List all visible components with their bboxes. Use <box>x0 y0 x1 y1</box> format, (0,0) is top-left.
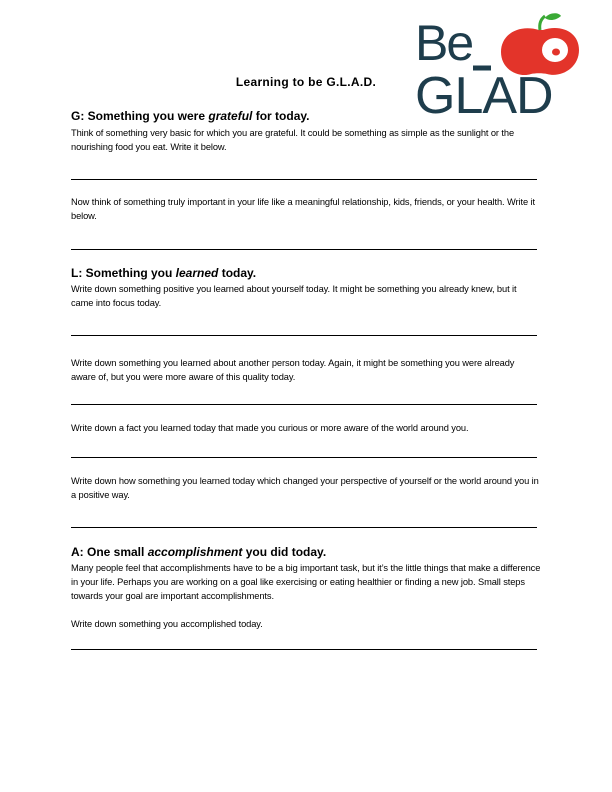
section-g-prompt-1: Think of something very basic for which you are grateful. It could be something as simple as the sunlight or the nourishing food you eat. Write it below. <box>71 128 515 152</box>
section-l-prompt-3: Write down a fact you learned today that made you curious or more aware of the world around you. <box>71 423 469 433</box>
answer-line[interactable] <box>71 249 537 250</box>
section-g-prompt-2: Now think of something truly important in your life like a meaningful relationship, kids, friends, or your health. Write it below. <box>71 197 535 221</box>
answer-line[interactable] <box>71 649 537 650</box>
heading-text: G: Something you were <box>71 109 209 123</box>
heading-text: for today. <box>252 109 310 123</box>
heading-emphasis: grateful <box>208 109 253 123</box>
answer-line[interactable] <box>71 179 537 180</box>
heading-text: today. <box>218 266 257 280</box>
heading-emphasis: learned <box>175 266 219 280</box>
answer-line[interactable] <box>71 404 537 405</box>
be-glad-logo <box>415 12 583 117</box>
section-a-prompt-1: Many people feel that accomplishments have to be a big important task, but it’s the little things that make a difference in your life. Perhaps you are working on a goal like exercising or eating healthier or finding a new job. Small steps towards your goal are important accomplishments. <box>71 563 541 601</box>
section-l-prompt-2: Write down something you learned about another person today. Again, it might be something you were already aware of, but you were more aware of this quality today. <box>71 358 515 382</box>
logo-glad-text: GLAD <box>415 67 553 117</box>
section-l-heading <box>71 266 541 281</box>
section-g-heading <box>71 109 541 124</box>
section-l-prompt-1: Write down something positive you learned about yourself today. It might be something you already knew, but it came into focus today. <box>71 284 517 308</box>
heading-text: you did today. <box>242 545 327 559</box>
logo-be-text: Be <box>415 15 473 71</box>
heading-text: A: One small <box>71 545 148 559</box>
answer-line[interactable] <box>71 527 537 528</box>
answer-line[interactable] <box>71 335 537 336</box>
section-a-heading <box>71 545 541 560</box>
document-title: Learning to be G.L.A.D. <box>235 75 377 89</box>
apple-icon <box>501 13 579 75</box>
worksheet-body <box>71 109 541 650</box>
answer-line[interactable] <box>71 457 537 458</box>
section-a-prompt-2: Write down something you accomplished today. <box>71 619 263 629</box>
section-l-prompt-4: Write down how something you learned today which changed your perspective of yourself or the world around you in a positive way. <box>71 476 539 500</box>
heading-emphasis: accomplishment <box>147 545 243 559</box>
heading-text: L: Something you <box>71 266 176 280</box>
